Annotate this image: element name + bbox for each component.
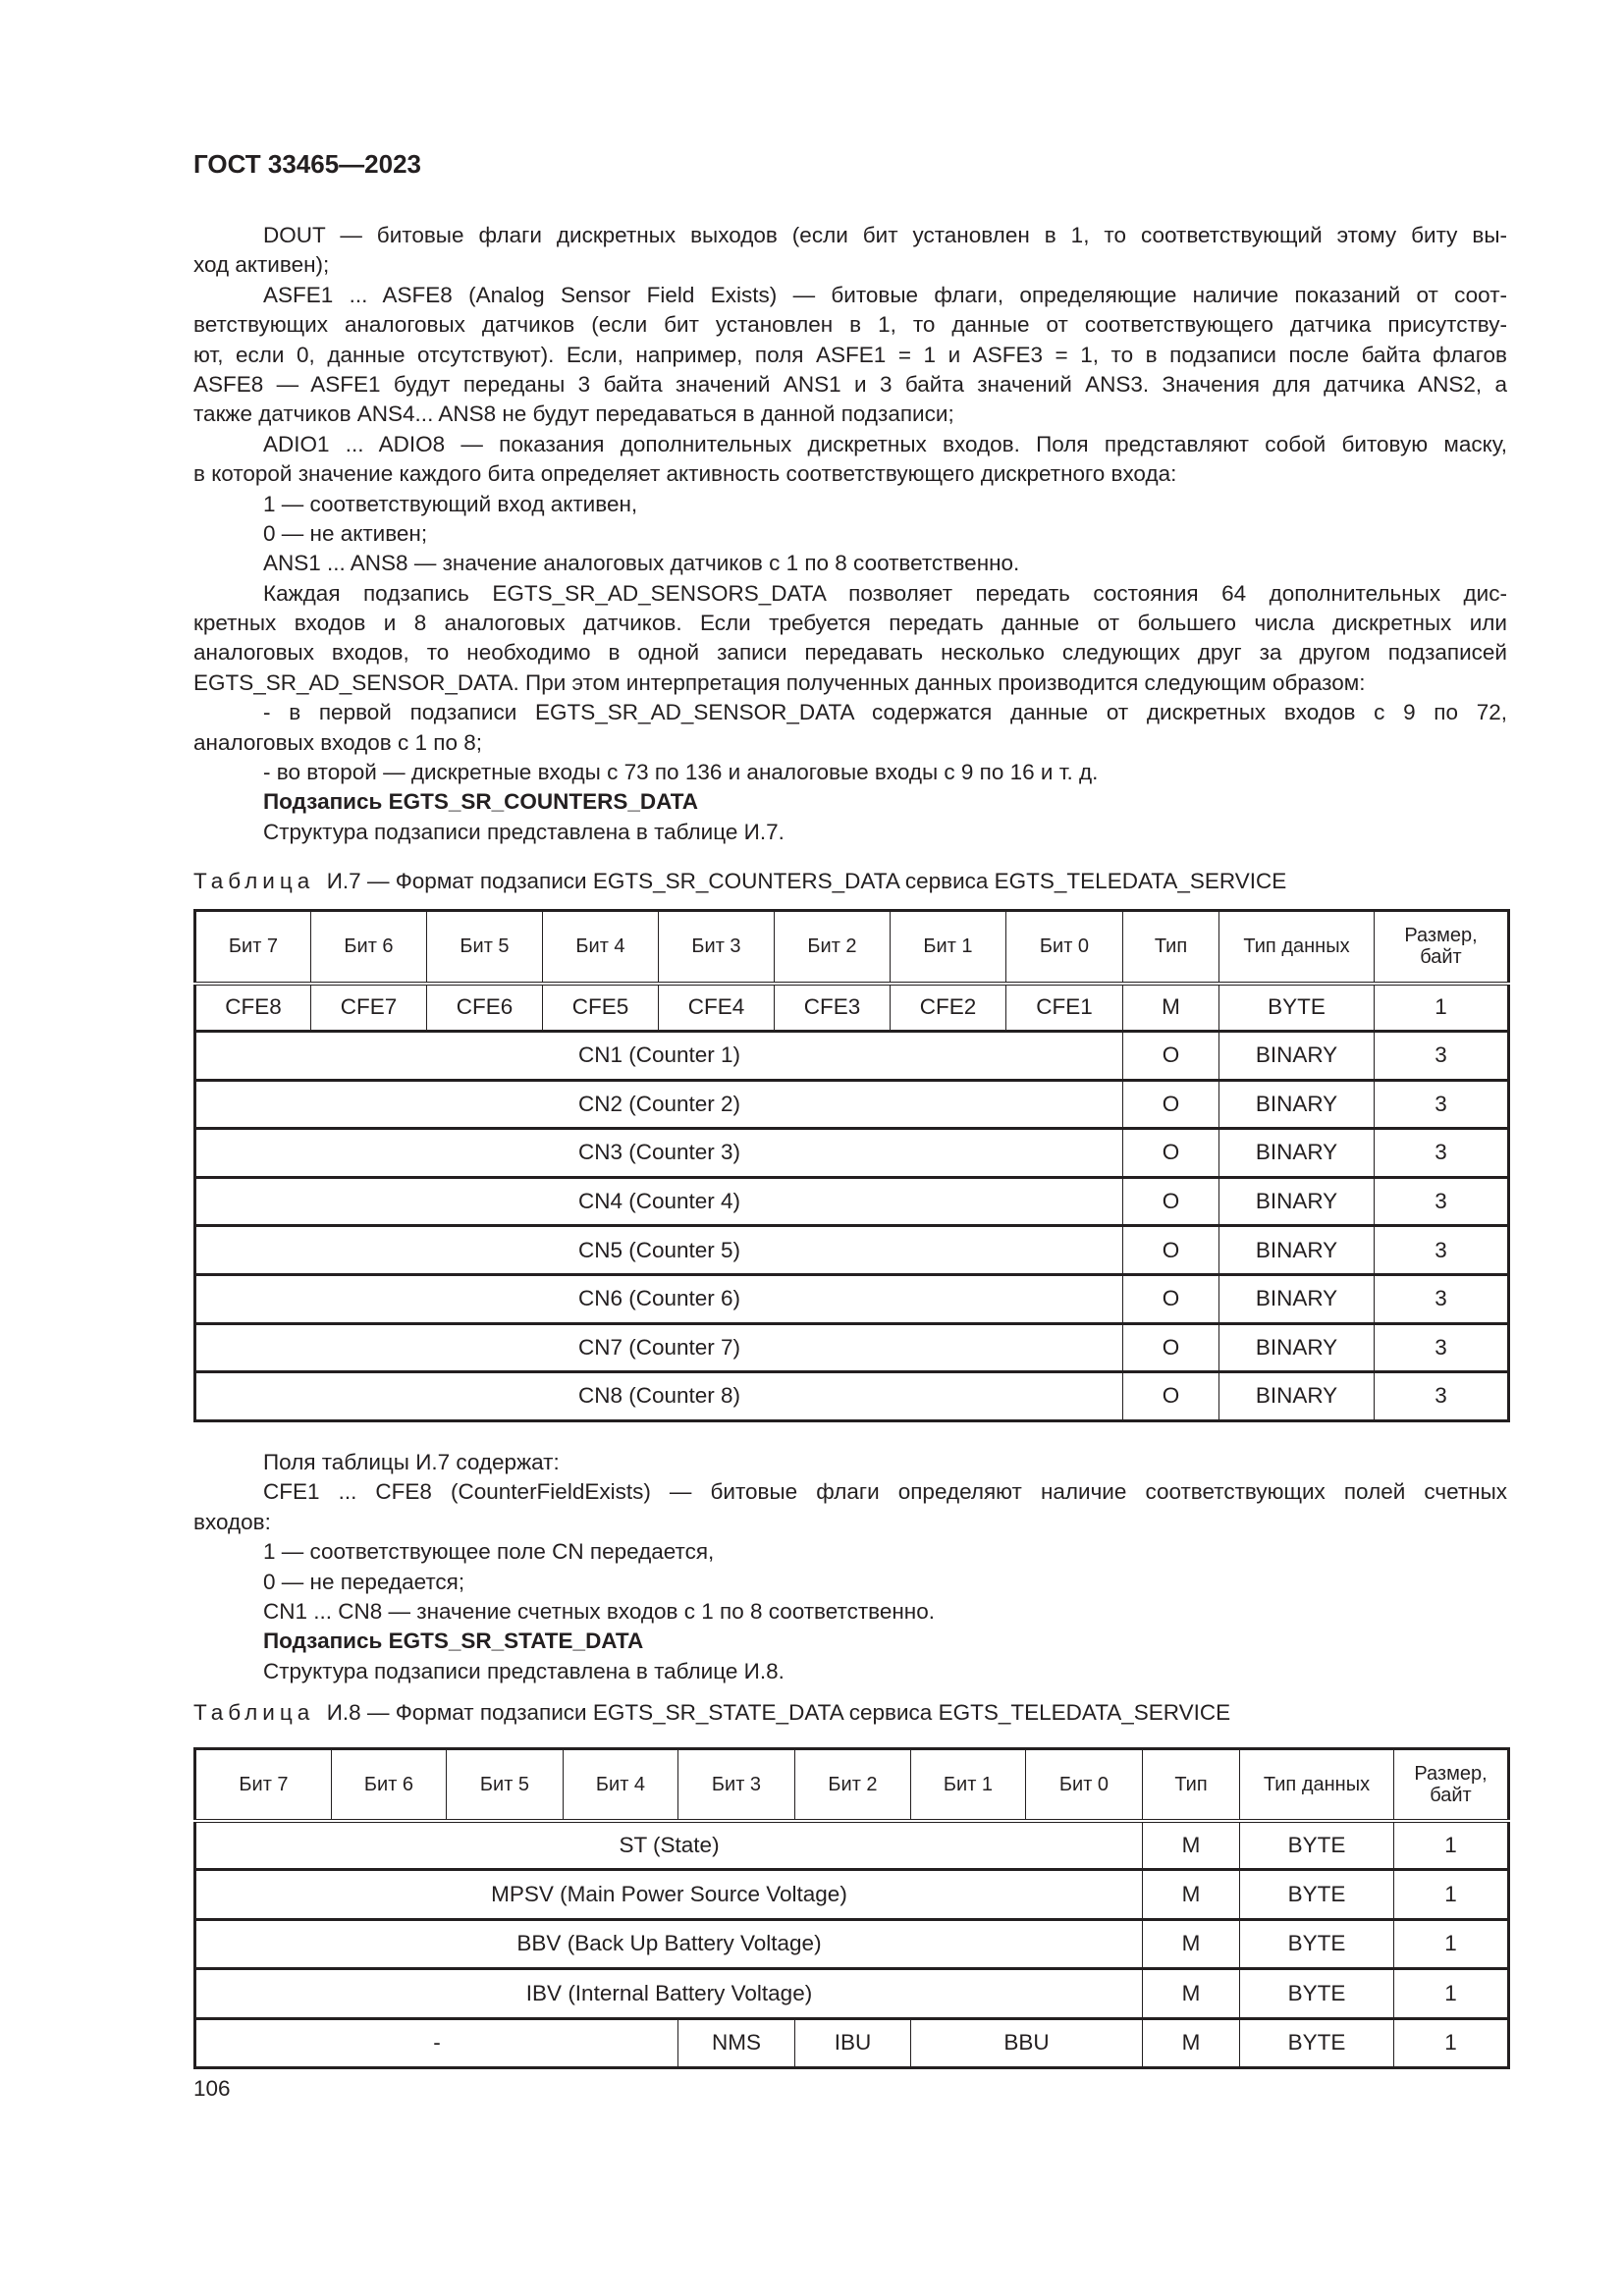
table-row bbox=[195, 1372, 1509, 1421]
text-line: ADIO1 ... ADIO8 — показания дополнительных дискретных входов. Поля представляют собой битовую маску, bbox=[263, 431, 1507, 456]
text-block-counters bbox=[193, 1448, 1507, 1686]
nms-bit-cell: NMS bbox=[678, 2018, 795, 2067]
text-line: ASFE1 ... ASFE8 (Analog Sensor Field Exists) — битовые флаги, определяющие наличие показаний от соот- bbox=[263, 282, 1507, 307]
table-caption-i8 bbox=[193, 1698, 1230, 1728]
header-bit-1: Бит 1 bbox=[911, 1749, 1026, 1821]
type-cell: M bbox=[1143, 1821, 1240, 1870]
text-line: EGTS_SR_AD_SENSOR_DATA. При этом интерпретация полученных данных производится следующим образом: bbox=[193, 669, 1366, 695]
header-type: Тип bbox=[1143, 1749, 1240, 1821]
header-bit-7: Бит 7 bbox=[195, 911, 311, 984]
text-line: также датчиков ANS4... ANS8 не будут передаваться в данной подзаписи; bbox=[193, 401, 954, 427]
field-cell: CN6 (Counter 6) bbox=[195, 1274, 1123, 1323]
caption-label: Таблица bbox=[193, 869, 315, 893]
header-size: Размер, байт bbox=[1394, 1749, 1509, 1821]
header-bit-0: Бит 0 bbox=[1006, 911, 1123, 984]
table-i8-state-data bbox=[193, 1747, 1510, 2069]
size-cell: 3 bbox=[1375, 1323, 1509, 1372]
table-row bbox=[195, 1129, 1509, 1178]
bbu-bits-cell: BBU bbox=[911, 2018, 1143, 2067]
text-line: аналоговых входов, то необходимо в одной записи передавать несколько следующих друг за другом подзаписей bbox=[193, 640, 1507, 666]
size-cell: 1 bbox=[1394, 1919, 1509, 1968]
table-row bbox=[195, 1870, 1509, 1919]
text-line: кретных входов и 8 аналоговых датчиков. Если требуется передать данные от большего числа дискретных или bbox=[193, 611, 1507, 636]
flag-cell: CFE7 bbox=[311, 984, 427, 1032]
field-cell: BBV (Back Up Battery Voltage) bbox=[195, 1919, 1143, 1968]
header-bit-4: Бит 4 bbox=[564, 1749, 678, 1821]
text-line: Структура подзаписи представлена в таблице И.8. bbox=[263, 1658, 785, 1683]
data-type-cell: BINARY bbox=[1219, 1080, 1375, 1129]
text-line: Структура подзаписи представлена в таблице И.7. bbox=[263, 819, 785, 844]
header-bit-1: Бит 1 bbox=[891, 911, 1006, 984]
data-type-cell: BYTE bbox=[1240, 2018, 1394, 2067]
size-cell: 1 bbox=[1394, 1821, 1509, 1870]
text-line: CN1 ... CN8 — значение счетных входов с 1 по 8 соответственно. bbox=[263, 1598, 935, 1624]
table-row bbox=[195, 1177, 1509, 1226]
flag-cell: CFE8 bbox=[195, 984, 311, 1032]
header-bit-5: Бит 5 bbox=[427, 911, 543, 984]
table-header-row bbox=[195, 1749, 1509, 1821]
field-cell: CN8 (Counter 8) bbox=[195, 1372, 1123, 1421]
type-cell: M bbox=[1123, 984, 1219, 1032]
flag-cell: CFE5 bbox=[543, 984, 659, 1032]
field-cell: CN2 (Counter 2) bbox=[195, 1080, 1123, 1129]
text-line: входов: bbox=[193, 1509, 271, 1534]
data-type-cell: BYTE bbox=[1240, 1919, 1394, 1968]
caption-text: И.7 — Формат подзаписи EGTS_SR_COUNTERS_DATA сервиса EGTS_TELEDATA_SERVICE bbox=[326, 869, 1287, 893]
caption-label: Таблица bbox=[193, 1700, 315, 1725]
flag-cell: CFE2 bbox=[891, 984, 1006, 1032]
data-type-cell: BINARY bbox=[1219, 1372, 1375, 1421]
table-row bbox=[195, 1821, 1509, 1870]
type-cell: M bbox=[1143, 1969, 1240, 2018]
size-cell: 3 bbox=[1375, 1080, 1509, 1129]
document-id-header: ГОСТ 33465—2023 bbox=[193, 149, 421, 179]
table-row bbox=[195, 1274, 1509, 1323]
size-cell: 1 bbox=[1394, 1870, 1509, 1919]
reserved-bits-cell: - bbox=[195, 2018, 678, 2067]
header-data-type: Тип данных bbox=[1240, 1749, 1394, 1821]
header-bit-6: Бит 6 bbox=[311, 911, 427, 984]
header-bit-7: Бит 7 bbox=[195, 1749, 332, 1821]
text-line: DOUT — битовые флаги дискретных выходов (если бит установлен в 1, то соответствующий этому биту вы- bbox=[263, 223, 1507, 247]
text-line: аналоговых входов с 1 по 8; bbox=[193, 729, 482, 755]
type-cell: O bbox=[1123, 1323, 1219, 1372]
field-cell: CN7 (Counter 7) bbox=[195, 1323, 1123, 1372]
table-row bbox=[195, 1032, 1509, 1081]
ibu-bit-cell: IBU bbox=[795, 2018, 911, 2067]
header-bit-5: Бит 5 bbox=[447, 1749, 564, 1821]
field-cell: MPSV (Main Power Source Voltage) bbox=[195, 1870, 1143, 1919]
data-type-cell: BYTE bbox=[1240, 1870, 1394, 1919]
type-cell: O bbox=[1123, 1129, 1219, 1178]
type-cell: M bbox=[1143, 1870, 1240, 1919]
text-line: 0 — не передается; bbox=[263, 1569, 465, 1594]
table-row bbox=[195, 1969, 1509, 2018]
header-bit-2: Бит 2 bbox=[795, 1749, 911, 1821]
caption-text: И.8 — Формат подзаписи EGTS_SR_STATE_DATA сервиса EGTS_TELEDATA_SERVICE bbox=[326, 1700, 1231, 1725]
header-bit-6: Бит 6 bbox=[332, 1749, 447, 1821]
table-row bbox=[195, 1323, 1509, 1372]
size-cell: 3 bbox=[1375, 1129, 1509, 1178]
table-row bbox=[195, 1226, 1509, 1275]
table-i7-counters-data bbox=[193, 909, 1510, 1422]
header-bit-3: Бит 3 bbox=[678, 1749, 795, 1821]
type-cell: O bbox=[1123, 1226, 1219, 1275]
table-row bbox=[195, 1919, 1509, 1968]
field-cell: IBV (Internal Battery Voltage) bbox=[195, 1969, 1143, 2018]
data-type-cell: BINARY bbox=[1219, 1323, 1375, 1372]
data-type-cell: BINARY bbox=[1219, 1032, 1375, 1081]
text-line: ASFE8 — ASFE1 будут переданы 3 байта значений ANS1 и 3 байта значений ANS3. Значения для датчика ANS2, а bbox=[193, 371, 1507, 397]
size-cell: 3 bbox=[1375, 1274, 1509, 1323]
text-line: 1 — соответствующий вход активен, bbox=[263, 491, 638, 516]
data-type-cell: BINARY bbox=[1219, 1129, 1375, 1178]
text-line: в которой значение каждого бита определяет активность соответствующего дискретного входа: bbox=[193, 461, 1177, 487]
type-cell: O bbox=[1123, 1177, 1219, 1226]
size-cell: 1 bbox=[1394, 1969, 1509, 2018]
header-size: Размер, байт bbox=[1375, 911, 1509, 984]
size-cell: 3 bbox=[1375, 1226, 1509, 1275]
flag-cell: CFE6 bbox=[427, 984, 543, 1032]
size-cell: 1 bbox=[1375, 984, 1509, 1032]
text-line: CFE1 ... CFE8 (CounterFieldExists) — битовые флаги определяют наличие соответствующих полей счетных bbox=[263, 1479, 1507, 1505]
text-line: Поля таблицы И.7 содержат: bbox=[263, 1450, 560, 1474]
text-line: ветствующих аналоговых датчиков (если бит установлен в 1, то данные от соответствующего датчика присутству- bbox=[193, 312, 1507, 338]
table-header-row bbox=[195, 911, 1509, 984]
field-cell: CN1 (Counter 1) bbox=[195, 1032, 1123, 1081]
header-bit-2: Бит 2 bbox=[775, 911, 891, 984]
field-cell: ST (State) bbox=[195, 1821, 1143, 1870]
flag-cell: CFE1 bbox=[1006, 984, 1123, 1032]
table-caption-i7 bbox=[193, 867, 1286, 896]
data-type-cell: BYTE bbox=[1240, 1821, 1394, 1870]
text-line: 1 — соответствующее поле CN передается, bbox=[263, 1539, 715, 1565]
text-line: - во второй — дискретные входы с 73 по 136 и аналоговые входы с 9 по 16 и т. д. bbox=[263, 760, 1099, 785]
subsection-heading: Подзапись EGTS_SR_COUNTERS_DATA bbox=[263, 789, 699, 815]
table-row-bits bbox=[195, 2018, 1509, 2067]
data-type-cell: BINARY bbox=[1219, 1274, 1375, 1323]
size-cell: 3 bbox=[1375, 1372, 1509, 1421]
type-cell: M bbox=[1143, 2018, 1240, 2067]
text-block-sensors bbox=[193, 221, 1507, 847]
type-cell: O bbox=[1123, 1080, 1219, 1129]
field-cell: CN5 (Counter 5) bbox=[195, 1226, 1123, 1275]
subsection-heading: Подзапись EGTS_SR_STATE_DATA bbox=[263, 1629, 644, 1654]
data-type-cell: BYTE bbox=[1219, 984, 1375, 1032]
flag-cell: CFE4 bbox=[659, 984, 775, 1032]
size-cell: 1 bbox=[1394, 2018, 1509, 2067]
text-line: ют, если 0, данные отсутствуют). Если, например, поля ASFE1 = 1 и ASFE3 = 1, то в подзаписи после байта флагов bbox=[193, 342, 1507, 367]
field-cell: CN4 (Counter 4) bbox=[195, 1177, 1123, 1226]
size-cell: 3 bbox=[1375, 1177, 1509, 1226]
header-data-type: Тип данных bbox=[1219, 911, 1375, 984]
text-line: - в первой подзаписи EGTS_SR_AD_SENSOR_DATA содержатся данные от дискретных входов с 9 по 72, bbox=[263, 700, 1507, 725]
type-cell: O bbox=[1123, 1274, 1219, 1323]
table-row bbox=[195, 1080, 1509, 1129]
text-line: 0 — не активен; bbox=[263, 520, 428, 546]
header-bit-3: Бит 3 bbox=[659, 911, 775, 984]
page-number: 106 bbox=[193, 2076, 231, 2101]
data-type-cell: BINARY bbox=[1219, 1226, 1375, 1275]
table-row-flags bbox=[195, 984, 1509, 1032]
size-cell: 3 bbox=[1375, 1032, 1509, 1081]
field-cell: CN3 (Counter 3) bbox=[195, 1129, 1123, 1178]
data-type-cell: BYTE bbox=[1240, 1969, 1394, 2018]
flag-cell: CFE3 bbox=[775, 984, 891, 1032]
text-line: ход активен); bbox=[193, 252, 330, 278]
header-bit-4: Бит 4 bbox=[543, 911, 659, 984]
header-bit-0: Бит 0 bbox=[1026, 1749, 1143, 1821]
data-type-cell: BINARY bbox=[1219, 1177, 1375, 1226]
text-line: ANS1 ... ANS8 — значение аналоговых датчиков с 1 по 8 соответственно. bbox=[263, 551, 1020, 576]
type-cell: O bbox=[1123, 1372, 1219, 1421]
header-type: Тип bbox=[1123, 911, 1219, 984]
type-cell: O bbox=[1123, 1032, 1219, 1081]
text-line: Каждая подзапись EGTS_SR_AD_SENSORS_DATA позволяет передать состояния 64 дополнительных дис- bbox=[263, 580, 1507, 606]
type-cell: M bbox=[1143, 1919, 1240, 1968]
